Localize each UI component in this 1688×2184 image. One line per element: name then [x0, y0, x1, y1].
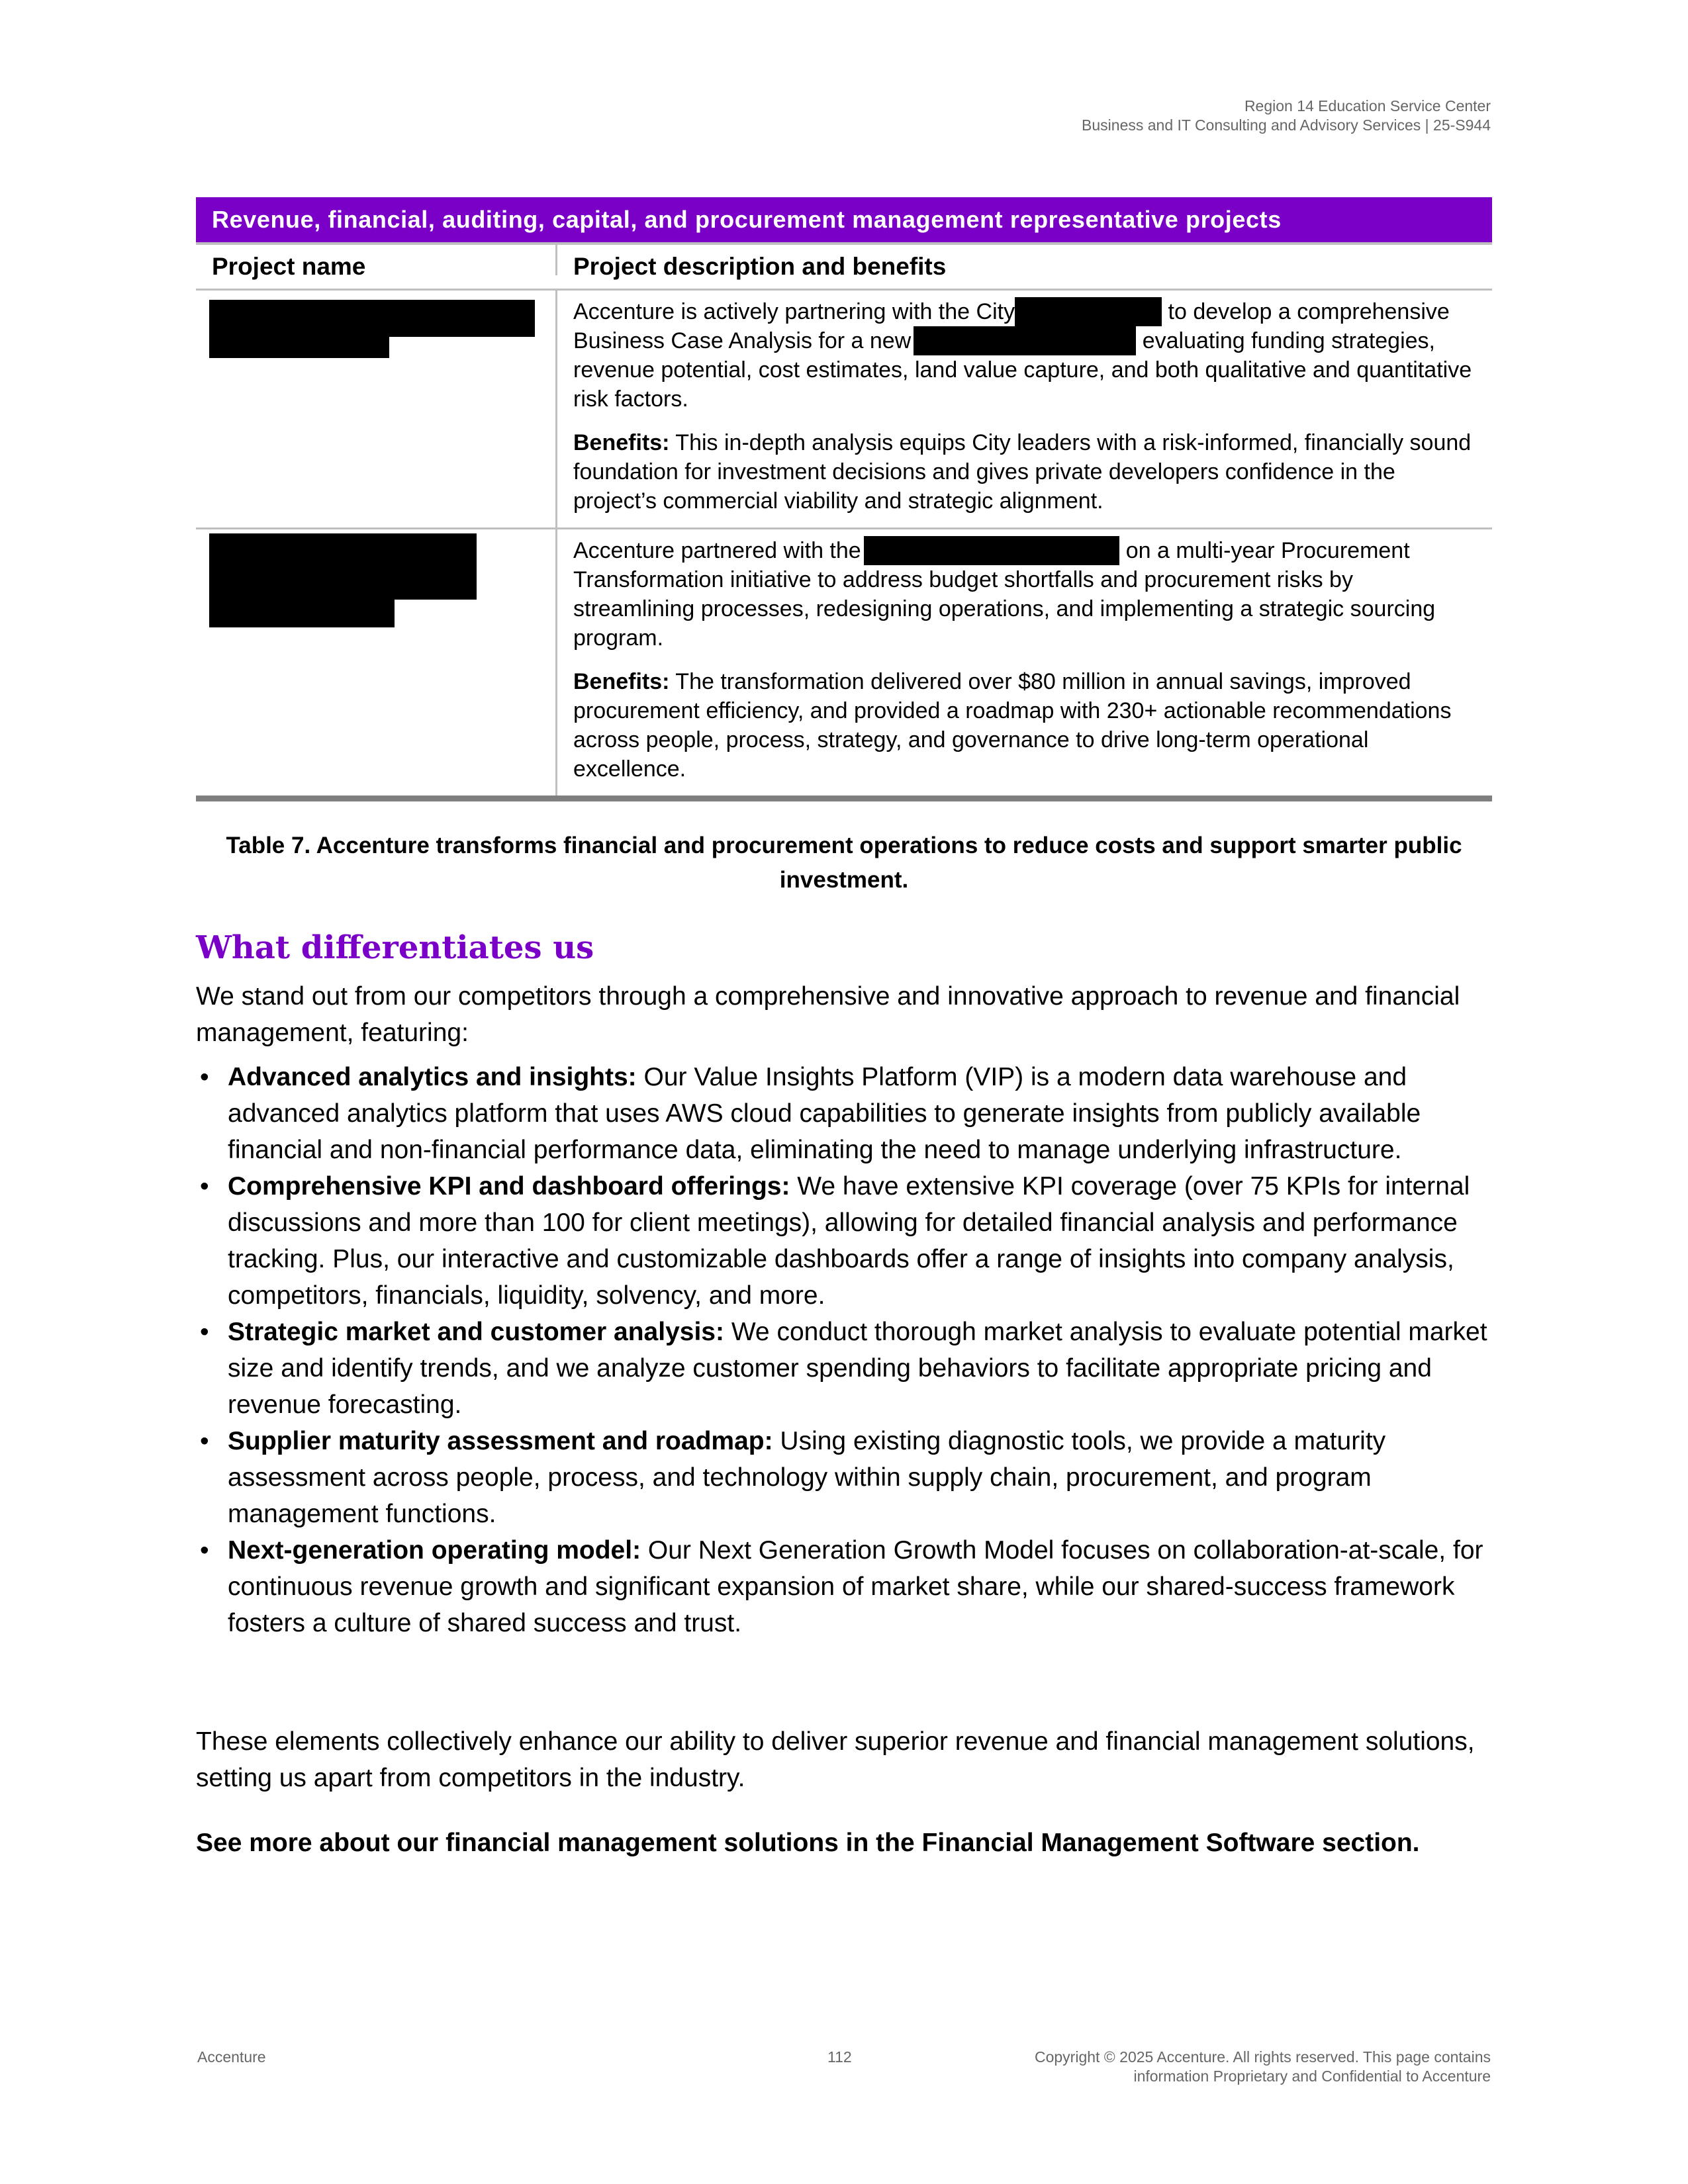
bullet-icon: •: [200, 1318, 209, 1346]
see-more-note: See more about our financial management solutions in the Financial Management Software section.: [196, 1829, 1420, 1857]
list-item: [196, 1532, 1493, 1641]
table-header-row: [196, 245, 1492, 291]
project-description-cell: [557, 291, 1492, 527]
page-header: [1082, 97, 1491, 135]
copyright-line: Copyright © 2025 Accenture. All rights reserved. This page contains: [1034, 2048, 1491, 2066]
bullet-label: Next-generation operating model:: [228, 1536, 641, 1565]
bullet-icon: •: [200, 1536, 209, 1565]
bullet-icon: •: [200, 1172, 209, 1201]
bullet-text: Using existing diagnostic tools, we provide a maturity assessment across people, process, and technology within supply chain, procurement, and program management functions.: [228, 1427, 1386, 1528]
benefits-text: This in-depth analysis equips City leaders with a risk-informed, financially sound foundation for investment decisions and gives private developers confidence in the project’s commercial viability and strategic alignment.: [573, 430, 1472, 514]
projects-table: [196, 197, 1492, 801]
bullet-icon: •: [200, 1063, 209, 1091]
redaction-block: [209, 336, 389, 358]
list-item: [196, 1423, 1493, 1532]
column-header-project-name: Project name: [196, 245, 557, 275]
redaction-block: [864, 536, 1119, 565]
description-text: Accenture is actively partnering with the City: [573, 299, 1015, 324]
redaction-block: [209, 598, 395, 627]
project-name-cell: [196, 291, 557, 527]
confidentiality-line: information Proprietary and Confidential to Accenture: [1133, 2068, 1491, 2085]
differentiators-list: [196, 1059, 1493, 1641]
benefits-label: Benefits:: [573, 669, 670, 694]
table-title: Revenue, financial, auditing, capital, and procurement management representative projects: [196, 197, 1492, 245]
project-description-cell: [557, 529, 1492, 796]
redaction-block: [914, 326, 1136, 355]
bullet-label: Supplier maturity assessment and roadmap:: [228, 1427, 773, 1455]
redaction-block: [209, 533, 477, 600]
project-description: [573, 536, 1477, 653]
bullet-text: We have extensive KPI coverage (over 75 KPIs for internal discussions and more than 100 for client meetings), allowing for detailed financial analysis and performance tracking. Plus, our interactive and customizable dashboards offer a range of insights into company analysis, competitors, financials, liquidity, solvency, and more.: [228, 1172, 1470, 1310]
bullet-icon: •: [200, 1427, 209, 1455]
description-text: evaluating funding strategies, revenue potential, cost estimates, land value capture, and both qualitative and quantitative risk factors.: [573, 328, 1472, 412]
description-text: Accenture partnered with the: [573, 538, 861, 563]
header-organization: Region 14 Education Service Center: [1244, 97, 1491, 114]
list-item: [196, 1314, 1493, 1423]
list-item: [196, 1059, 1493, 1168]
table-row: [196, 529, 1492, 801]
description-text: to develop a comprehensive Business Case Analysis for a new: [573, 299, 1450, 353]
project-benefits: [573, 428, 1477, 516]
list-item: [196, 1168, 1493, 1314]
closing-paragraph: These elements collectively enhance our ability to deliver superior revenue and financial management solutions, setting us apart from competitors in the industry.: [196, 1727, 1475, 1792]
column-header-description: Project description and benefits: [573, 253, 947, 280]
footer-company: Accenture: [197, 2048, 266, 2066]
header-contract: Business and IT Consulting and Advisory Services | 25-S944: [1082, 116, 1491, 134]
bullet-text: Our Value Insights Platform (VIP) is a modern data warehouse and advanced analytics platform that uses AWS cloud capabilities to generate insights from publicly available financial and non-financial performance data, eliminating the need to manage underlying infrastructure.: [228, 1063, 1421, 1164]
table-caption: Table 7. Accenture transforms financial and procurement operations to reduce costs and support smarter public investment.: [226, 833, 1462, 893]
table-row: [196, 291, 1492, 529]
bullet-label: Strategic market and customer analysis:: [228, 1318, 724, 1346]
footer-copyright: [1035, 2048, 1491, 2086]
benefits-label: Benefits:: [573, 430, 670, 455]
redaction-block: [1015, 297, 1162, 326]
section-intro: We stand out from our competitors through a comprehensive and innovative approach to revenue and financial management, featuring:: [196, 982, 1460, 1047]
bullet-label: Advanced analytics and insights:: [228, 1063, 637, 1091]
section-heading: What differentiates us: [196, 929, 594, 966]
project-benefits: [573, 667, 1477, 784]
description-text: on a multi-year Procurement Transformation initiative to address budget shortfalls and procurement risks by streamlining processes, redesigning operations, and implementing a strategic sourcing program.: [573, 538, 1436, 651]
project-name-cell: [196, 529, 557, 796]
bullet-text: Our Next Generation Growth Model focuses on collaboration-at-scale, for continuous revenue growth and significant expansion of market share, while our shared-success framework fosters a culture of shared success and trust.: [228, 1536, 1483, 1637]
redaction-block: [209, 300, 535, 337]
bullet-text: We conduct thorough market analysis to evaluate potential market size and identify trends, and we analyze customer spending behaviors to facilitate appropriate pricing and revenue forecasting.: [228, 1318, 1487, 1419]
page-number: 112: [827, 2048, 852, 2066]
project-description: [573, 297, 1477, 414]
bullet-label: Comprehensive KPI and dashboard offerings:: [228, 1172, 790, 1201]
benefits-text: The transformation delivered over $80 million in annual savings, improved procurement efficiency, and provided a roadmap with 230+ actionable recommendations across people, process, strategy, and governance to drive long-term operational excellence.: [573, 669, 1452, 782]
